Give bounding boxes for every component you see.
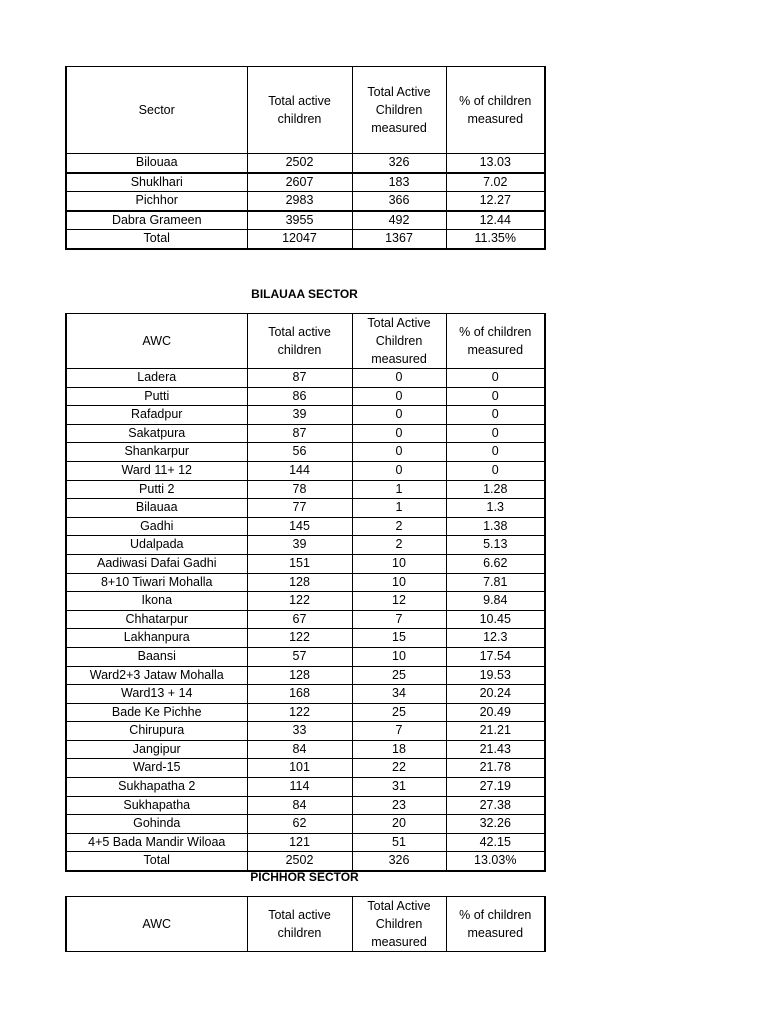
cell-total-measured: 1 — [352, 499, 446, 518]
table-row — [66, 778, 545, 797]
table-row — [66, 703, 545, 722]
cell-name: Shankarpur — [66, 443, 247, 462]
cell-percent: 7.81 — [446, 573, 545, 592]
cell-total-measured: 7 — [352, 610, 446, 629]
table-row — [66, 740, 545, 759]
cell-total-active: 12047 — [247, 230, 352, 249]
table-row — [66, 796, 545, 815]
cell-total-measured: 0 — [352, 406, 446, 425]
cell-percent: 20.49 — [446, 703, 545, 722]
table-row — [66, 443, 545, 462]
cell-total-measured: 0 — [352, 369, 446, 388]
cell-total-active: 87 — [247, 369, 352, 388]
cell-name: 8+10 Tiwari Mohalla — [66, 573, 247, 592]
cell-percent: 0 — [446, 443, 545, 462]
cell-total-measured: 183 — [352, 173, 446, 192]
cell-name: Sakatpura — [66, 424, 247, 443]
cell-total-active: 56 — [247, 443, 352, 462]
table-row — [66, 852, 545, 871]
table-row — [66, 815, 545, 834]
cell-total-active: 39 — [247, 406, 352, 425]
cell-name: Ward13 + 14 — [66, 685, 247, 704]
cell-total-active: 2502 — [247, 154, 352, 173]
cell-percent: 12.3 — [446, 629, 545, 648]
cell-total-active: 121 — [247, 833, 352, 852]
table-row — [66, 629, 545, 648]
cell-name: Putti 2 — [66, 480, 247, 499]
cell-total-active: 101 — [247, 759, 352, 778]
cell-percent: 11.35% — [446, 230, 545, 249]
cell-total-active: 128 — [247, 666, 352, 685]
cell-percent: 0 — [446, 461, 545, 480]
table-header-row — [66, 897, 545, 952]
header-total-measured: Total Active Children measured — [352, 897, 446, 952]
cell-total-active: 77 — [247, 499, 352, 518]
cell-percent: 12.44 — [446, 211, 545, 230]
cell-total-active: 84 — [247, 796, 352, 815]
pichhor-sector-title: PICHHOR SECTOR — [250, 870, 359, 884]
cell-total-measured: 366 — [352, 192, 446, 211]
cell-total-active: 2607 — [247, 173, 352, 192]
cell-percent: 27.19 — [446, 778, 545, 797]
header-awc: AWC — [66, 314, 247, 369]
cell-percent: 32.26 — [446, 815, 545, 834]
cell-total-measured: 10 — [352, 647, 446, 666]
table-header-row — [66, 314, 545, 369]
cell-total-measured: 492 — [352, 211, 446, 230]
cell-percent: 1.28 — [446, 480, 545, 499]
cell-name: Pichhor — [66, 192, 247, 211]
cell-name: Ward2+3 Jataw Mohalla — [66, 666, 247, 685]
cell-percent: 7.02 — [446, 173, 545, 192]
cell-total-measured: 0 — [352, 424, 446, 443]
cell-percent: 21.43 — [446, 740, 545, 759]
cell-percent: 5.13 — [446, 536, 545, 555]
cell-name: Gadhi — [66, 517, 247, 536]
cell-percent: 21.78 — [446, 759, 545, 778]
cell-total-measured: 7 — [352, 722, 446, 741]
cell-name: Putti — [66, 387, 247, 406]
cell-name: Total — [66, 852, 247, 871]
cell-name: Ward-15 — [66, 759, 247, 778]
table-row — [66, 759, 545, 778]
cell-total-active: 2502 — [247, 852, 352, 871]
cell-name: Lakhanpura — [66, 629, 247, 648]
bilauaa-table-body — [66, 369, 545, 872]
cell-total-measured: 25 — [352, 703, 446, 722]
cell-name: Chhatarpur — [66, 610, 247, 629]
cell-name: Jangipur — [66, 740, 247, 759]
cell-percent: 21.21 — [446, 722, 545, 741]
cell-total-active: 57 — [247, 647, 352, 666]
cell-name: Chirupura — [66, 722, 247, 741]
header-total-measured: Total Active Children measured — [352, 67, 446, 154]
header-percent: % of children measured — [446, 67, 545, 154]
table-row — [66, 424, 545, 443]
cell-total-active: 62 — [247, 815, 352, 834]
cell-total-active: 39 — [247, 536, 352, 555]
cell-name: Sukhapatha — [66, 796, 247, 815]
cell-total-measured: 22 — [352, 759, 446, 778]
cell-total-active: 128 — [247, 573, 352, 592]
cell-total-measured: 2 — [352, 517, 446, 536]
table-row — [66, 480, 545, 499]
cell-total-active: 84 — [247, 740, 352, 759]
cell-total-measured: 326 — [352, 154, 446, 173]
summary-table-body — [66, 154, 545, 249]
table-row — [66, 406, 545, 425]
table-row — [66, 833, 545, 852]
cell-total-measured: 51 — [352, 833, 446, 852]
cell-name: 4+5 Bada Mandir Wiloaa — [66, 833, 247, 852]
cell-percent: 12.27 — [446, 192, 545, 211]
cell-name: Baansi — [66, 647, 247, 666]
cell-total-measured: 1367 — [352, 230, 446, 249]
cell-total-active: 168 — [247, 685, 352, 704]
table-row — [66, 666, 545, 685]
cell-percent: 13.03% — [446, 852, 545, 871]
cell-percent: 42.15 — [446, 833, 545, 852]
cell-percent: 19.53 — [446, 666, 545, 685]
cell-percent: 0 — [446, 424, 545, 443]
header-total-active: Total active children — [247, 67, 352, 154]
cell-total-active: 67 — [247, 610, 352, 629]
table-row — [66, 573, 545, 592]
header-total-measured: Total Active Children measured — [352, 314, 446, 369]
cell-total-active: 3955 — [247, 211, 352, 230]
cell-total-active: 151 — [247, 554, 352, 573]
cell-total-active: 114 — [247, 778, 352, 797]
pichhor-sector-table — [65, 896, 546, 952]
table-row — [66, 230, 545, 249]
cell-name: Udalpada — [66, 536, 247, 555]
header-sector: Sector — [66, 67, 247, 154]
header-percent: % of children measured — [446, 314, 545, 369]
cell-total-active: 86 — [247, 387, 352, 406]
table-row — [66, 722, 545, 741]
table-row — [66, 461, 545, 480]
cell-percent: 9.84 — [446, 592, 545, 611]
table-row — [66, 517, 545, 536]
table-row — [66, 192, 545, 211]
header-total-active: Total active children — [247, 314, 352, 369]
cell-total-measured: 20 — [352, 815, 446, 834]
cell-total-measured: 23 — [352, 796, 446, 815]
cell-total-measured: 2 — [352, 536, 446, 555]
cell-name: Gohinda — [66, 815, 247, 834]
cell-percent: 17.54 — [446, 647, 545, 666]
cell-total-active: 122 — [247, 592, 352, 611]
cell-total-active: 87 — [247, 424, 352, 443]
header-awc: AWC — [66, 897, 247, 952]
cell-total-measured: 0 — [352, 443, 446, 462]
cell-percent: 0 — [446, 369, 545, 388]
cell-name: Bade Ke Pichhe — [66, 703, 247, 722]
table-row — [66, 647, 545, 666]
table-row — [66, 154, 545, 173]
cell-name: Aadiwasi Dafai Gadhi — [66, 554, 247, 573]
cell-percent: 6.62 — [446, 554, 545, 573]
table-row — [66, 499, 545, 518]
cell-percent: 1.38 — [446, 517, 545, 536]
cell-total-measured: 326 — [352, 852, 446, 871]
cell-percent: 13.03 — [446, 154, 545, 173]
cell-percent: 0 — [446, 406, 545, 425]
cell-total-measured: 0 — [352, 461, 446, 480]
cell-total-measured: 34 — [352, 685, 446, 704]
cell-total-measured: 10 — [352, 554, 446, 573]
table-row — [66, 536, 545, 555]
cell-name: Bilouaa — [66, 154, 247, 173]
cell-total-active: 144 — [247, 461, 352, 480]
cell-total-measured: 12 — [352, 592, 446, 611]
cell-total-active: 2983 — [247, 192, 352, 211]
table-row — [66, 369, 545, 388]
sector-summary-table — [65, 66, 546, 250]
cell-total-active: 33 — [247, 722, 352, 741]
cell-name: Ladera — [66, 369, 247, 388]
header-percent: % of children measured — [446, 897, 545, 952]
cell-total-active: 122 — [247, 629, 352, 648]
cell-name: Shuklhari — [66, 173, 247, 192]
cell-name: Ikona — [66, 592, 247, 611]
cell-total-active: 122 — [247, 703, 352, 722]
bilauaa-sector-table — [65, 313, 546, 872]
cell-percent: 10.45 — [446, 610, 545, 629]
cell-total-measured: 31 — [352, 778, 446, 797]
cell-total-measured: 10 — [352, 573, 446, 592]
cell-total-measured: 15 — [352, 629, 446, 648]
cell-name: Dabra Grameen — [66, 211, 247, 230]
cell-name: Ward 11+ 12 — [66, 461, 247, 480]
cell-percent: 20.24 — [446, 685, 545, 704]
table-row — [66, 610, 545, 629]
header-total-active: Total active children — [247, 897, 352, 952]
cell-name: Sukhapatha 2 — [66, 778, 247, 797]
table-header-row — [66, 67, 545, 154]
cell-name: Bilauaa — [66, 499, 247, 518]
cell-total-measured: 1 — [352, 480, 446, 499]
table-row — [66, 211, 545, 230]
cell-total-measured: 18 — [352, 740, 446, 759]
cell-name: Rafadpur — [66, 406, 247, 425]
cell-total-active: 78 — [247, 480, 352, 499]
bilauaa-sector-title: BILAUAA SECTOR — [251, 287, 358, 301]
cell-percent: 27.38 — [446, 796, 545, 815]
table-row — [66, 592, 545, 611]
cell-percent: 1.3 — [446, 499, 545, 518]
cell-total-measured: 0 — [352, 387, 446, 406]
cell-total-measured: 25 — [352, 666, 446, 685]
table-row — [66, 173, 545, 192]
table-row — [66, 685, 545, 704]
table-row — [66, 554, 545, 573]
cell-name: Total — [66, 230, 247, 249]
cell-total-active: 145 — [247, 517, 352, 536]
cell-percent: 0 — [446, 387, 545, 406]
table-row — [66, 387, 545, 406]
